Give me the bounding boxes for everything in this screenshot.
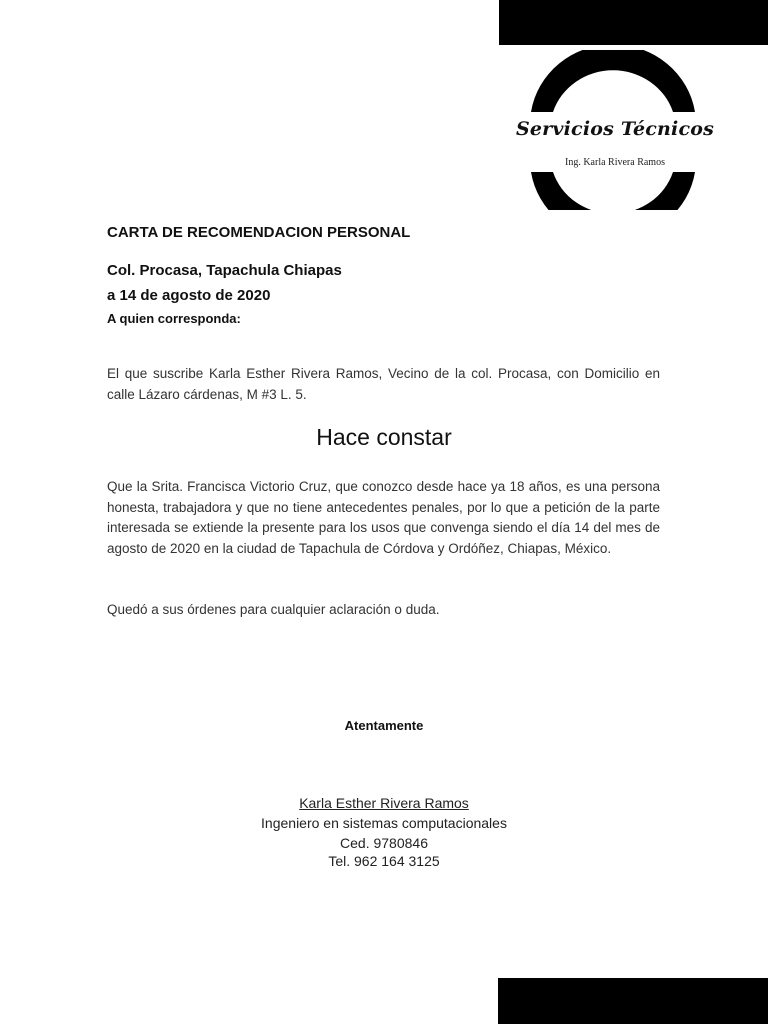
signature-name: Karla Esther Rivera Ramos	[299, 795, 469, 811]
letter-place: Col. Procasa, Tapachula Chiapas	[107, 262, 342, 279]
letter-date: a 14 de agosto de 2020	[107, 287, 271, 304]
letter-greeting: A quien corresponda:	[107, 311, 241, 326]
signature-title: Ingeniero en sistemas computacionales	[261, 815, 507, 831]
logo-title: Servicios Técnicos	[515, 118, 715, 140]
top-decorative-bar	[499, 0, 768, 45]
logo-subtitle: Ing. Karla Rivera Ramos	[565, 157, 665, 168]
signature-license: Ced. 9780846	[340, 835, 428, 851]
paragraph-intro: El que suscribe Karla Esther Rivera Ramos, Vecino de la col. Procasa, con Domicilio en calle Lázaro cárdenas, M #3 L. 5.	[107, 366, 660, 402]
statement-heading: Hace constar	[316, 424, 452, 450]
bottom-decorative-bar	[498, 978, 768, 1024]
closing-salutation: Atentamente	[344, 718, 424, 733]
paragraph-body: Que la Srita. Francisca Victorio Cruz, que conozco desde hace ya 18 años, es una persona honesta, trabajadora y que no tiene antecedentes penales, por lo que a petición de la parte interesada se extiende la presente para los usos que convenga siendo el día 14 del mes de agosto de 2020 en la ciudad de Tapachula de Córdova y Ordóñez, Chiapas, México.	[107, 479, 660, 557]
letter-heading: CARTA DE RECOMENDACION PERSONAL	[107, 224, 411, 241]
signature-phone: Tel. 962 164 3125	[328, 853, 440, 869]
company-logo	[505, 50, 725, 210]
paragraph-closing: Quedó a sus órdenes para cualquier aclaración o duda.	[107, 602, 440, 617]
